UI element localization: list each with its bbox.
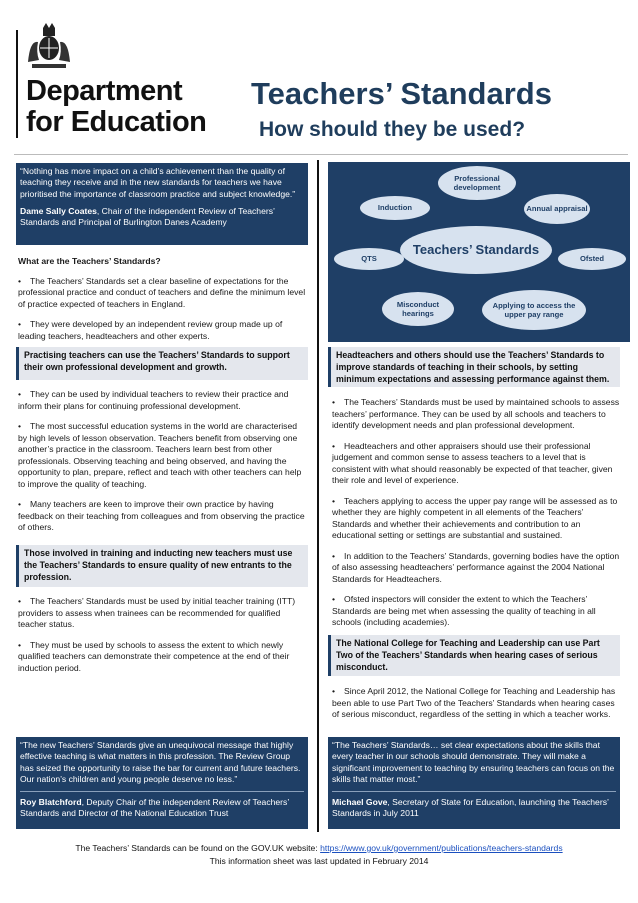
node-upper-pay-range: Applying to access the upper pay range	[482, 290, 586, 330]
headteachers-heading: Headteachers and others should use the Teachers’ Standards to improve standards of teaching in their schools, by setting minimum expectations and assessing performance against them.	[328, 347, 620, 387]
practising-section	[18, 389, 308, 543]
standards-link[interactable]: https://www.gov.uk/government/publications/teachers-standards	[320, 843, 563, 853]
headteachers-bullet-4: • In addition to the Teachers’ Standards, governing bodies have the option of also assessing headteachers’ performance against the 2004 National Standards for Headteachers.	[332, 551, 620, 586]
quote-gove-attribution	[332, 797, 616, 820]
standards-diagram	[328, 162, 630, 342]
training-bullet-2: • They must be used by schools to assess the extent to which newly qualified teachers can demonstrate their competence at the end of their induction period.	[18, 640, 308, 675]
headteachers-bullet-1: • The Teachers’ Standards must be used by maintained schools to assess teachers’ performance. They can be used by all schools and teachers to identify development needs and plan professional development.	[332, 397, 620, 432]
quote-coates	[16, 163, 308, 245]
headteachers-bullet-5: • Ofsted inspectors will consider the extent to which the Teachers’ Standards are being met when assessing the quality of teaching in all schools (including academies).	[332, 594, 620, 629]
what-bullet-2: • They were developed by an independent review group made up of leading teachers, headteachers and other experts.	[18, 319, 308, 342]
college-heading: The National College for Teaching and Leadership can use Part Two of the Teachers’ Standards when hearing cases of serious misconduct.	[328, 635, 620, 676]
what-bullet-1: • The Teachers’ Standards set a clear baseline of expectations for the professional practice and conduct of teachers and define the minimum level of practice expected of teachers in England.	[18, 276, 308, 311]
practising-bullet-2: • The most successful education systems in the world are characterised by high levels of lesson observation. Teachers benefit from observing one another’s practice in the classroom. Teachers learn best from other professionals. Observing teaching and being observed, and having the opportunity to plan, prepare, reflect and teach with other teachers can help to improve the quality of teaching.	[18, 421, 308, 490]
practising-bullet-1: • They can be used by individual teachers to review their practice and inform their plans for continuing professional development.	[18, 389, 308, 412]
royal-crest-icon	[24, 22, 74, 70]
quote-gove-role: , Secretary of State for Education, launching the Teachers’ Standards in July 2011	[332, 797, 609, 819]
training-bullet-1: • The Teachers’ Standards must be used by initial teacher training (ITT) providers to assess when trainees can be recommended for qualified teacher status.	[18, 596, 308, 631]
college-bullet-1: • Since April 2012, the National College for Teaching and Leadership has been able to use Part Two of the Teachers’ Standards when hearing cases of serious misconduct, regardless of the setting in which a teacher works.	[332, 686, 620, 721]
quote-gove-text: “The Teachers’ Standards… set clear expectations about the skills that every teacher in our schools should demonstrate. They will make a significant improvement to teaching by ensuring teachers can focus on the skills that matter most.”	[332, 740, 615, 784]
dept-line-1: Department	[26, 75, 183, 107]
page-subtitle: How should they be used?	[259, 118, 526, 141]
dept-line-2: for Education	[26, 106, 207, 138]
headteachers-bullet-3: • Teachers applying to access the upper pay range will be assessed as to whether they are highly competent in all elements of the Teachers’ Standards and whether their achievements and contribution to an educational setting or settings are substantial and sustained.	[332, 496, 620, 542]
department-logo-text	[26, 76, 206, 138]
footer-updated: This information sheet was last updated in February 2014	[209, 856, 429, 866]
quote-blatchford-author: Roy Blatchford	[20, 797, 82, 808]
node-qts: QTS	[334, 248, 404, 270]
header-divider	[14, 154, 628, 155]
what-section	[18, 256, 308, 351]
quote-coates-author: Dame Sally Coates	[20, 205, 97, 216]
quote-coates-text: “Nothing has more impact on a child’s achievement than the quality of teaching they receive and in the new standards for teachers we have prioritised the importance of classroom practice and subject knowledge.”	[20, 166, 296, 199]
quote-blatchford-attribution	[20, 797, 304, 820]
node-induction: Induction	[360, 196, 430, 220]
what-heading: What are the Teachers’ Standards?	[18, 256, 161, 266]
node-ofsted: Ofsted	[558, 248, 626, 270]
footer-prefix: The Teachers’ Standards can be found on the GOV.UK website:	[75, 843, 321, 853]
quote-blatchford-text: “The new Teachers’ Standards give an unequivocal message that highly effective teaching is what matters in this profession. The Review Group has seized the opportunity to raise the bar for current and future teachers. Our nation’s children and young people deserve no less.”	[20, 740, 301, 784]
quote-gove-author: Michael Gove	[332, 797, 388, 808]
training-section	[18, 596, 308, 683]
college-section	[332, 686, 620, 730]
quote-gove	[328, 737, 620, 829]
column-divider	[317, 160, 319, 832]
quote-coates-role: , Chair of the independent Review of Teachers’ Standards and Principal of Burlington Danes Academy	[20, 205, 275, 228]
node-teachers-standards: Teachers’ Standards	[400, 226, 552, 274]
quote-blatchford	[16, 737, 308, 829]
practising-bullet-3: • Many teachers are keen to improve their own practice by having feedback on their teaching from colleagues and from observing the practice of others.	[18, 499, 308, 534]
quote-coates-attribution	[20, 206, 304, 229]
headteachers-bullet-2: • Headteachers and other appraisers should use their professional judgement and common sense to assess teachers to a level that is consistent with what should reasonably be expected of that teacher, given their role and level of experience.	[332, 441, 620, 487]
training-heading: Those involved in training and inducting new teachers must use the Teachers’ Standards to ensure quality of new entrants to the profession.	[16, 545, 308, 587]
quote-gove-separator	[332, 791, 616, 792]
node-misconduct-hearings: Misconduct hearings	[382, 292, 454, 326]
logo-bar	[16, 30, 18, 138]
practising-heading: Practising teachers can use the Teachers’ Standards to support their own professional development and growth.	[16, 347, 308, 380]
quote-blatchford-role: , Deputy Chair of the independent Review of Teachers’ Standards and Director of the National Education Trust	[20, 797, 289, 819]
node-annual-appraisal: Annual appraisal	[524, 194, 590, 224]
headteachers-section	[332, 397, 620, 638]
node-professional-development: Professional development	[438, 166, 516, 200]
footer-line-1	[0, 843, 638, 853]
page-title: Teachers’ Standards	[251, 76, 552, 111]
quote-blatchford-separator	[20, 791, 304, 792]
